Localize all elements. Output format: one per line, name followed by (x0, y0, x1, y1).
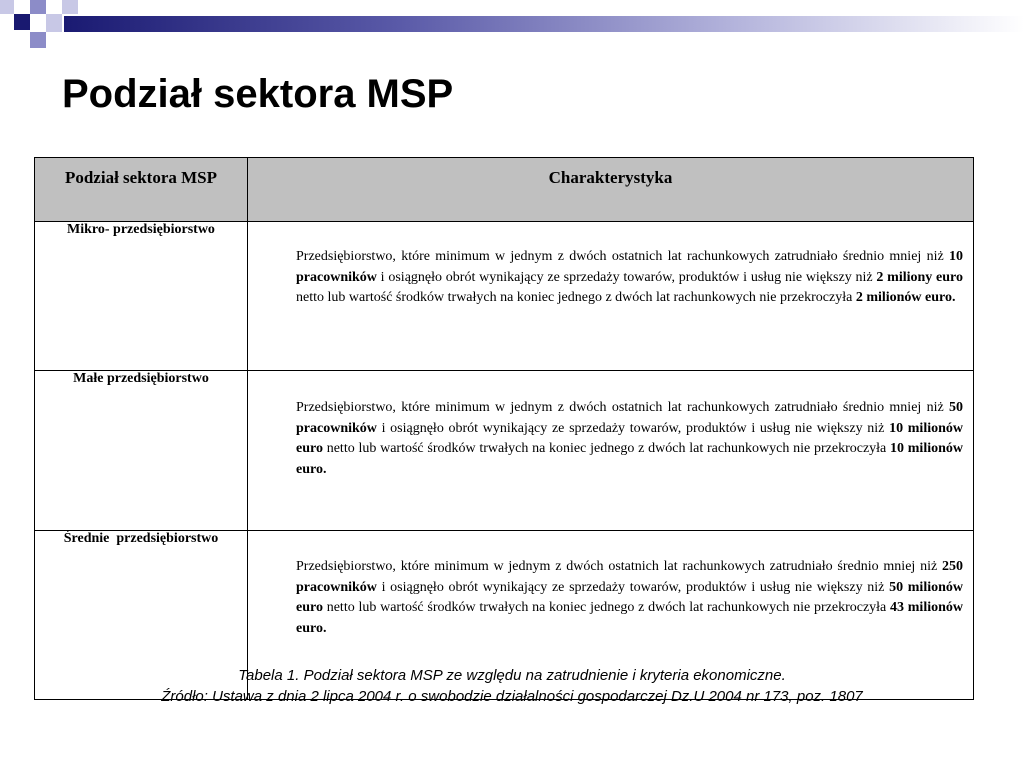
decor-square-dark (14, 14, 30, 30)
text-segment: netto lub wartość środków trwałych na koniec jednego z dwóch lat rachunkowych nie przekroczyła (296, 290, 856, 305)
page-title: Podział sektora MSP (62, 72, 454, 116)
caption-line: Tabela 1. Podział sektora MSP ze względu na zatrudnienie i kryteria ekonomiczne. (238, 667, 786, 684)
msp-table (34, 157, 974, 700)
category-cell: Mikro- przedsiębiorstwo (35, 222, 248, 371)
description-cell (248, 371, 974, 531)
decor-square-light (0, 0, 14, 14)
table-row (35, 371, 974, 531)
category-cell: Średnie przedsiębiorstwo (35, 531, 248, 700)
text-segment: i osiągnęło obrót wynikający ze sprzedaży towarów, produktów i usług nie większy niż (376, 420, 890, 436)
bold-segment: 2 miliony euro (876, 269, 964, 285)
decor-square-mid (30, 32, 46, 48)
text-segment: Przedsiębiorstwo, które minimum w jednym z dwóch ostatnich lat rachunkowych zatrudniało średnio mniej niż (296, 400, 949, 415)
source-line: Źródło: Ustawa z dnia 2 lipca 2004 r. o swobodzie działalności gospodarczej Dz.U 2004 nr 173, poz. 1807 (161, 688, 863, 705)
category-cell: Małe przedsiębiorstwo (35, 371, 248, 531)
text-segment: Przedsiębiorstwo, które minimum w jednym z dwóch ostatnich lat rachunkowych zatrudniało średnio mniej niż (296, 559, 942, 574)
description-text (296, 557, 963, 639)
description-text (296, 398, 963, 480)
bold-segment: 2 milionów euro. (855, 290, 956, 305)
text-segment: netto lub wartość środków trwałych na koniec jednego z dwóch lat rachunkowych nie przekroczyła (322, 441, 891, 456)
table-caption (0, 665, 1024, 707)
bold-segment: 10 milionów euro. (296, 441, 963, 477)
text-segment: netto lub wartość środków trwałych na koniec jednego z dwóch lat rachunkowych nie przekroczyła (322, 600, 891, 615)
text-segment: Przedsiębiorstwo, które minimum w jednym z dwóch ostatnich lat rachunkowych zatrudniało średnio mniej niż (296, 249, 949, 264)
description-cell (248, 222, 974, 371)
decor-square-light (46, 14, 62, 32)
column-header: Podział sektora MSP (35, 158, 248, 222)
table-row (35, 222, 974, 371)
table-header-row (35, 158, 974, 222)
header-gradient-bar (64, 16, 1024, 32)
bold-segment: 10 milionów euro (296, 420, 963, 456)
decor-square-mid (30, 0, 46, 14)
bold-segment: 10 pracowników (296, 249, 963, 285)
decor-square-light (62, 0, 78, 14)
bold-segment: 50 milionów euro (296, 579, 963, 615)
bold-segment: 250 pracowników (296, 559, 963, 595)
bold-segment: 50 pracowników (296, 400, 963, 436)
text-segment: i osiągnęło obrót wynikający ze sprzedaży towarów, produktów i usług nie większy niż (376, 269, 877, 285)
description-text (296, 247, 963, 309)
column-header: Charakterystyka (248, 158, 974, 222)
bold-segment: 43 milionów euro. (296, 600, 963, 636)
text-segment: i osiągnęło obrót wynikający ze sprzedaży towarów, produktów i usług nie większy niż (376, 579, 890, 595)
